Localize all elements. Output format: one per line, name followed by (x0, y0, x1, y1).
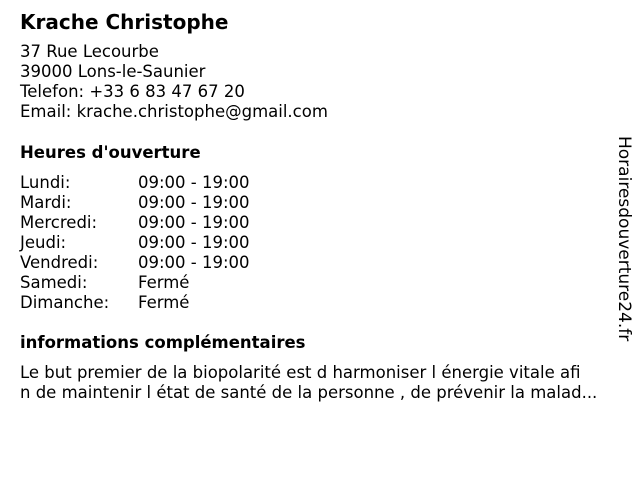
hours-row-saturday (20, 273, 630, 293)
opening-hours-title: Heures d'ouverture (20, 143, 201, 162)
time-value: Fermé (138, 293, 190, 312)
phone-number: Telefon: +33 6 83 47 67 20 (20, 82, 245, 101)
business-card (20, 8, 630, 403)
time-value: 09:00 - 19:00 (138, 213, 250, 232)
time-value: 09:00 - 19:00 (138, 233, 250, 252)
time-value: 09:00 - 19:00 (138, 193, 250, 212)
opening-hours-list (20, 173, 630, 313)
day-label: Jeudi: (20, 233, 67, 252)
description-line-2: n de maintenir l état de santé de la personne , de prévenir la malad... (20, 383, 598, 402)
business-name: Krache Christophe (20, 10, 229, 34)
description-line-1: Le but premier de la biopolarité est d harmoniser l énergie vitale afi (20, 363, 581, 382)
hours-row-tuesday (20, 193, 630, 213)
day-label: Dimanche: (20, 293, 110, 312)
email-address: Email: krache.christophe@gmail.com (20, 102, 328, 121)
day-label: Mercredi: (20, 213, 98, 232)
hours-row-sunday (20, 293, 630, 313)
additional-info-title: informations complémentaires (20, 333, 306, 352)
day-label: Samedi: (20, 273, 88, 292)
hours-row-monday (20, 173, 630, 193)
hours-row-wednesday (20, 213, 630, 233)
day-label: Lundi: (20, 173, 71, 192)
address-city: 39000 Lons-le-Saunier (20, 62, 206, 81)
day-label: Vendredi: (20, 253, 99, 272)
time-value: 09:00 - 19:00 (138, 173, 250, 192)
time-value: Fermé (138, 273, 190, 292)
site-watermark: Horairesdouverture24.fr (614, 136, 634, 342)
address-street: 37 Rue Lecourbe (20, 42, 159, 61)
hours-row-thursday (20, 233, 630, 253)
hours-row-friday (20, 253, 630, 273)
day-label: Mardi: (20, 193, 72, 212)
time-value: 09:00 - 19:00 (138, 253, 250, 272)
